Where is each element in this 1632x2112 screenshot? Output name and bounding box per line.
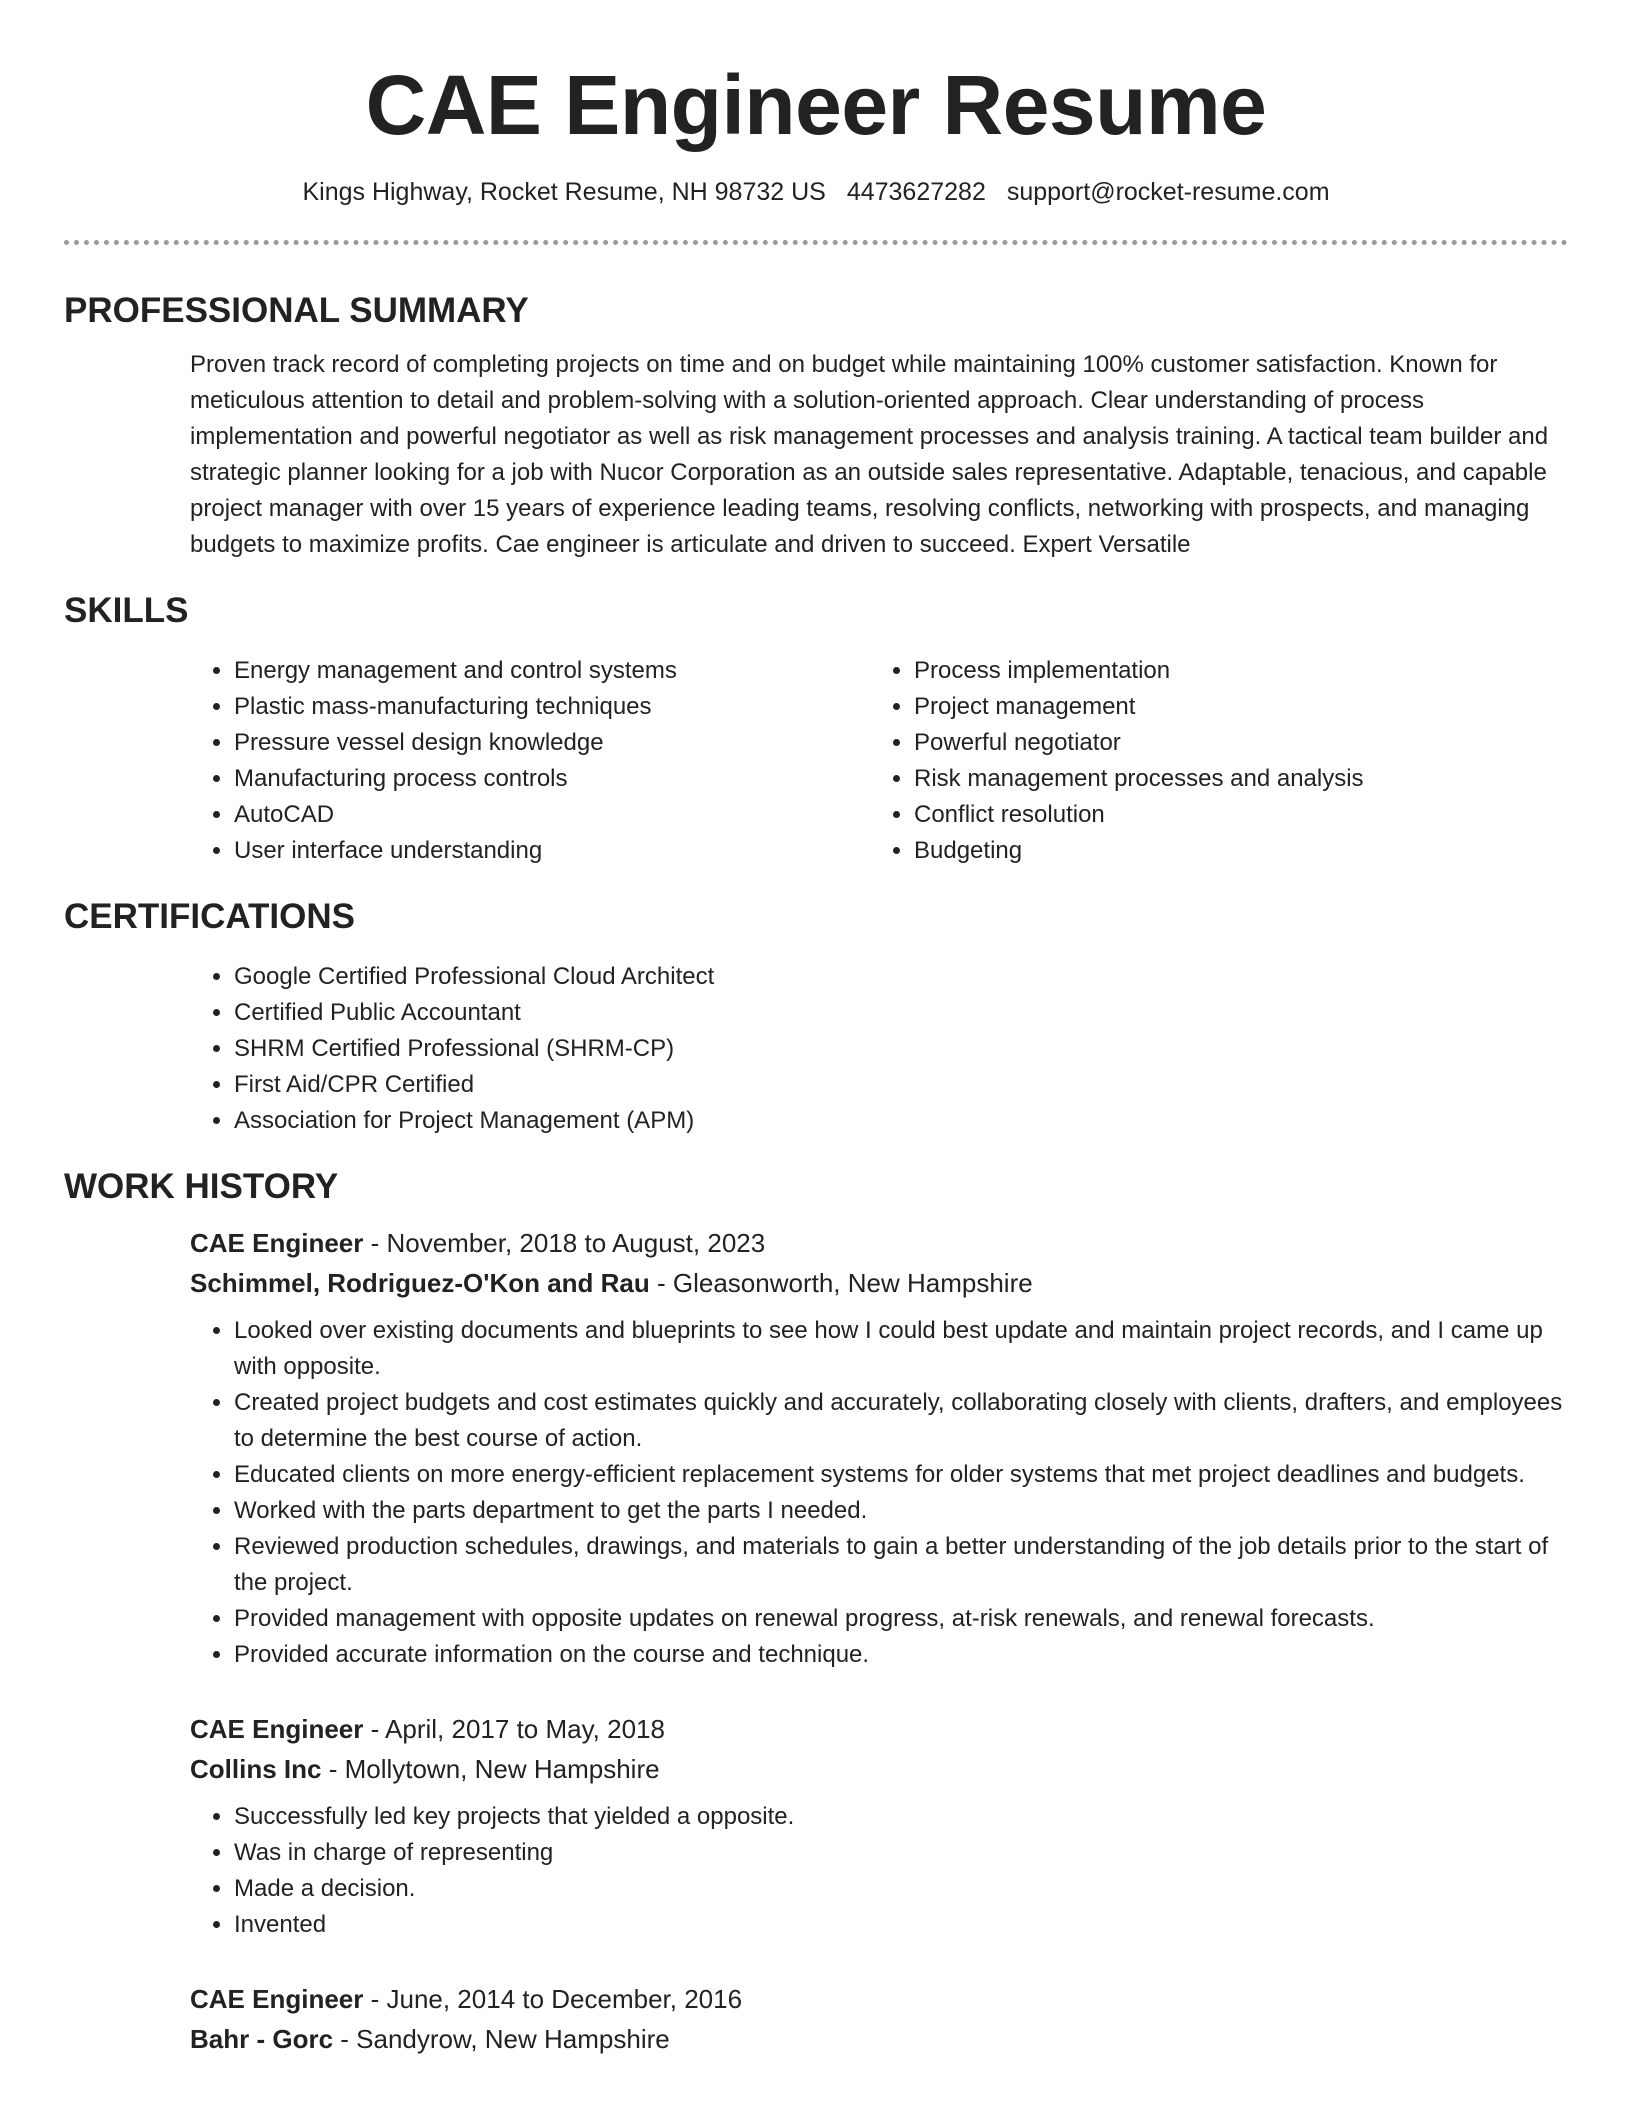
job-role-line <box>190 1709 1568 1749</box>
job-bullet: • Reviewed production schedules, drawings, and materials to gain a better understanding of the job details prior to the start of the project. <box>234 1529 1568 1601</box>
contact-line <box>0 176 1632 208</box>
job-company: Bahr - Gorc <box>190 2024 334 2054</box>
skill-item: • Process implementation <box>914 653 1550 689</box>
job-company-line <box>190 2019 1568 2059</box>
job-company-line <box>190 1263 1568 1303</box>
work-history-section <box>0 1165 1632 2059</box>
skill-item: • Powerful negotiator <box>914 725 1550 761</box>
certification-item: • SHRM Certified Professional (SHRM-CP) <box>234 1031 1568 1067</box>
job-bullet: • Looked over existing documents and blueprints to see how I could best update and maintain project records, and I came up with opposite. <box>234 1313 1568 1385</box>
summary-title: PROFESSIONAL SUMMARY <box>64 291 529 330</box>
job-bullet: • Provided accurate information on the course and technique. <box>234 1637 1568 1673</box>
skills-list-left <box>190 653 870 869</box>
job-bullet: • Invented <box>234 1907 1568 1943</box>
skill-item: • Budgeting <box>914 833 1550 869</box>
skill-item: • Risk management processes and analysis <box>914 761 1550 797</box>
summary-text: Proven track record of completing projects on time and on budget while maintaining 100% customer satisfaction. Known for meticulous attention to detail and problem-solving with a solution-oriented approach. Clear understanding of process implementation and powerful negotiator as well as risk management processes and analysis training. A tactical team builder and strategic planner looking for a job with Nucor Corporation as an outside sales representative. Adaptable, tenacious, and capable project manager with over 15 years of experience leading teams, resolving conflicts, networking with prospects, and managing budgets to maximize profits. Cae engineer is articulate and driven to succeed. Expert Versatile <box>190 351 1549 558</box>
job-role-line <box>190 1979 1568 2019</box>
resume-header <box>0 0 1632 208</box>
summary-section <box>0 289 1632 563</box>
contact-email: support@rocket-resume.com <box>1006 178 1330 206</box>
certification-item: • Certified Public Accountant <box>234 995 1568 1031</box>
skill-item: • Pressure vessel design knowledge <box>234 725 870 761</box>
job-role-line <box>190 1223 1568 1263</box>
job-bullet: • Created project budgets and cost estimates quickly and accurately, collaborating closely with clients, drafters, and employees to determine the best course of action. <box>234 1385 1568 1457</box>
certifications-body <box>64 959 1568 1139</box>
summary-body <box>64 347 1568 563</box>
header-divider <box>64 240 1568 245</box>
certification-item: • Google Certified Professional Cloud Architect <box>234 959 1568 995</box>
resume-title: CAE Engineer Resume <box>365 58 1267 152</box>
job-role: CAE Engineer <box>190 1984 364 2014</box>
skill-item: • Energy management and control systems <box>234 653 870 689</box>
job-company: Collins Inc <box>190 1754 322 1784</box>
certifications-list <box>190 959 1568 1139</box>
job-company: Schimmel, Rodriguez-O'Kon and Rau <box>190 1268 650 1298</box>
job-bullet: • Educated clients on more energy-efficient replacement systems for older systems that met project deadlines and budgets. <box>234 1457 1568 1493</box>
certifications-section <box>0 895 1632 1139</box>
job-entry <box>190 1709 1568 1943</box>
certifications-title: CERTIFICATIONS <box>64 897 356 936</box>
job-location: - Mollytown, New Hampshire <box>321 1754 660 1784</box>
skill-item: • User interface understanding <box>234 833 870 869</box>
work-history-body <box>64 1223 1568 2059</box>
job-role: CAE Engineer <box>190 1228 364 1258</box>
job-bullets <box>190 1313 1568 1673</box>
certification-item: • Association for Project Management (APM) <box>234 1103 1568 1139</box>
skills-body <box>64 653 1568 869</box>
skill-item: • AutoCAD <box>234 797 870 833</box>
skill-item: • Conflict resolution <box>914 797 1550 833</box>
skills-title: SKILLS <box>64 591 189 630</box>
skills-section <box>0 589 1632 869</box>
job-role: CAE Engineer <box>190 1714 364 1744</box>
skill-item: • Manufacturing process controls <box>234 761 870 797</box>
skill-item: • Project management <box>914 689 1550 725</box>
contact-address: Kings Highway, Rocket Resume, NH 98732 US <box>302 178 826 206</box>
job-location: - Sandyrow, New Hampshire <box>333 2024 670 2054</box>
job-bullet: • Successfully led key projects that yielded a opposite. <box>234 1799 1568 1835</box>
certification-item: • First Aid/CPR Certified <box>234 1067 1568 1103</box>
job-entry <box>190 1223 1568 1673</box>
job-bullet: • Was in charge of representing <box>234 1835 1568 1871</box>
job-location: - Gleasonworth, New Hampshire <box>649 1268 1033 1298</box>
work-history-title: WORK HISTORY <box>64 1167 339 1206</box>
job-company-line <box>190 1749 1568 1789</box>
job-bullet: • Made a decision. <box>234 1871 1568 1907</box>
contact-phone: 4473627282 <box>846 178 986 206</box>
skills-list-right <box>870 653 1550 869</box>
skill-item: • Plastic mass-manufacturing techniques <box>234 689 870 725</box>
job-dates: - June, 2014 to December, 2016 <box>363 1984 743 2014</box>
skills-column-left <box>190 653 870 869</box>
job-dates: - November, 2018 to August, 2023 <box>363 1228 766 1258</box>
job-bullets <box>190 1799 1568 1943</box>
job-dates: - April, 2017 to May, 2018 <box>363 1714 665 1744</box>
job-entry <box>190 1979 1568 2059</box>
job-bullet: • Worked with the parts department to get the parts I needed. <box>234 1493 1568 1529</box>
skills-columns <box>190 653 1568 869</box>
job-bullet: • Provided management with opposite updates on renewal progress, at-risk renewals, and renewal forecasts. <box>234 1601 1568 1637</box>
skills-column-right <box>870 653 1550 869</box>
